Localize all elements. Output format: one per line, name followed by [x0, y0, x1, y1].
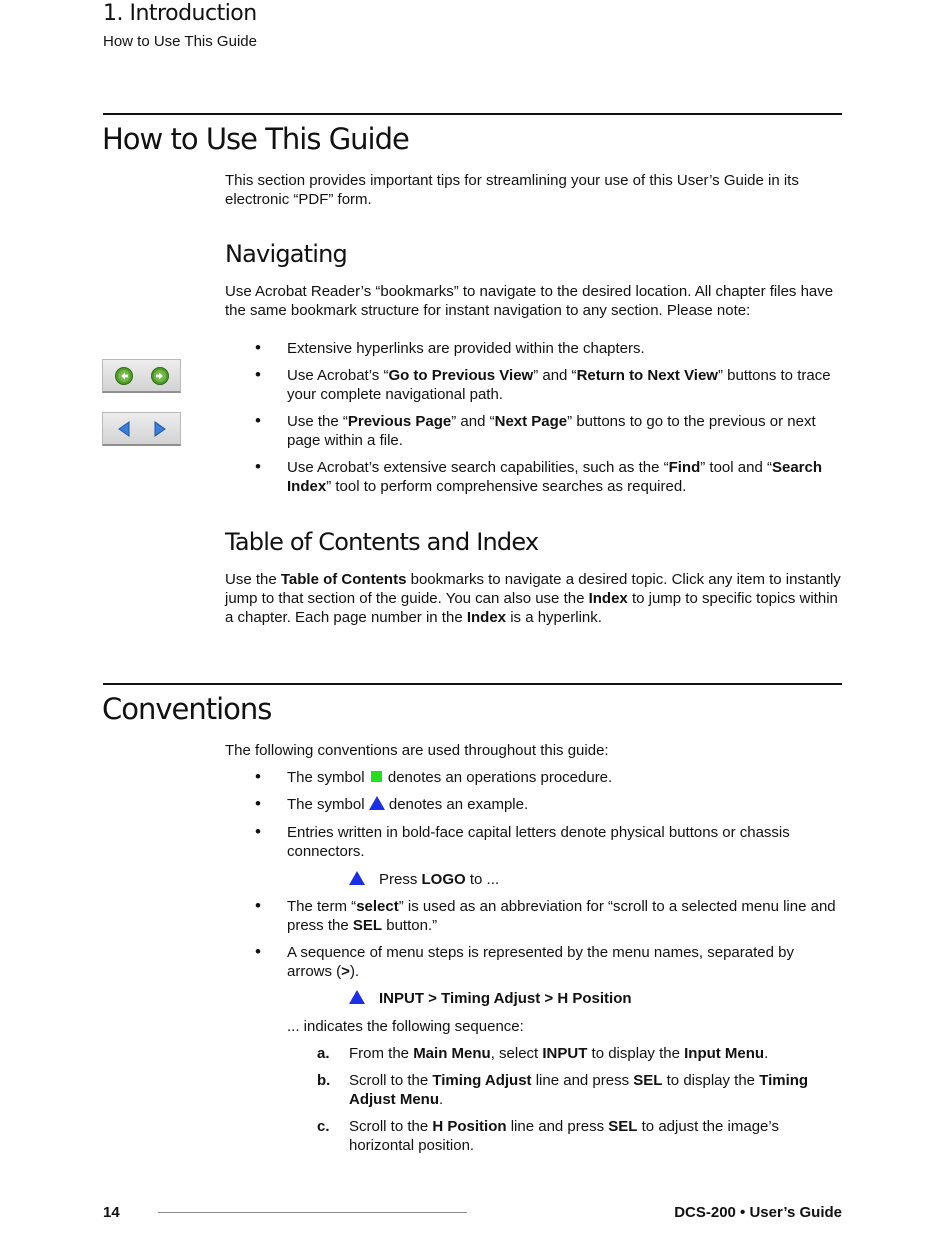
sequence-intro-text: ... indicates the following sequence:	[287, 1018, 524, 1035]
bullet-icon: •	[255, 457, 261, 476]
example-line: INPUT > Timing Adjust > H Position	[349, 989, 849, 1008]
page-navigation-svg	[103, 413, 180, 444]
navigating-intro-text: Use Acrobat Reader’s “bookmarks” to navigate to the desired location. All chapter files have the same bookmark structure for instant navigation to any section. Please note:	[225, 283, 834, 319]
go-to-previous-view-icon	[116, 368, 133, 385]
bullet-icon: •	[255, 365, 261, 384]
bullet-icon: •	[255, 794, 261, 813]
navigating-heading: Navigating	[225, 240, 347, 268]
footer-doc-title: DCS-200 • User’s Guide	[674, 1204, 842, 1221]
page-number: 14	[103, 1204, 120, 1221]
view-navigation-buttons	[102, 359, 181, 393]
list-item-text: The symbol denotes an example.	[287, 796, 529, 813]
step-text: Scroll to the Timing Adjust line and press SEL to display the Timing Adjust Menu.	[349, 1072, 809, 1108]
step-letter: c.	[317, 1118, 330, 1135]
bullet-icon: •	[255, 896, 261, 915]
list-item-text: The symbol denotes an operations procedure.	[287, 769, 613, 786]
list-item-text: The term “select” is used as an abbreviation for “scroll to a selected menu line and press the SEL button.”	[287, 898, 836, 934]
footer-divider	[158, 1212, 467, 1213]
bullet-icon: •	[255, 767, 261, 786]
section-heading-conventions: Conventions	[102, 692, 272, 726]
step-text: Scroll to the H Position line and press SEL to adjust the image’s horizontal position.	[349, 1118, 779, 1154]
list-item-text: Extensive hyperlinks are provided within the chapters.	[287, 340, 645, 357]
section-divider	[103, 113, 842, 115]
bullet-icon: •	[255, 338, 261, 357]
list-item-text: A sequence of menu steps is represented by the menu names, separated by arrows (>).	[287, 944, 794, 980]
return-to-next-view-icon	[152, 368, 169, 385]
chapter-title: 1. Introduction	[103, 1, 257, 26]
bullet-icon: •	[255, 411, 261, 430]
next-page-icon	[155, 422, 165, 436]
list-item-text: Use the “Previous Page” and “Next Page” buttons to go to the previous or next page within a file.	[287, 413, 816, 449]
list-item-text: Entries written in bold-face capital letters denote physical buttons or chassis connectors.	[287, 824, 790, 860]
chapter-subtitle: How to Use This Guide	[103, 33, 257, 50]
previous-page-icon	[119, 422, 129, 436]
page-navigation-buttons	[102, 412, 181, 446]
toc-heading: Table of Contents and Index	[225, 528, 539, 556]
example-symbol-icon	[349, 871, 365, 885]
step-letter: a.	[317, 1045, 330, 1062]
conventions-intro-text: The following conventions are used throughout this guide:	[225, 742, 609, 759]
bullet-icon: •	[255, 942, 261, 961]
list-item-text: Use Acrobat’s extensive search capabilities, such as the “Find” tool and “Search Index” tool to perform comprehensive searches as required.	[287, 459, 823, 495]
bullet-icon: •	[255, 822, 261, 841]
example-symbol-icon	[369, 796, 385, 810]
example-line: Press LOGO to ...	[349, 870, 849, 889]
toc-text: Use the Table of Contents bookmarks to navigate a desired topic. Click any item to instantly jump to that section of the guide. You can also use the Index to jump to specific topics within a chapter. Each page number in the Index is a hyperlink.	[225, 571, 841, 626]
guide-intro-text: This section provides important tips for streamlining your use of this User’s Guide in its electronic “PDF” form.	[225, 172, 799, 208]
section-heading-guide: How to Use This Guide	[102, 122, 409, 156]
example-symbol-icon	[349, 990, 365, 1004]
list-item-text: Use Acrobat’s “Go to Previous View” and “Return to Next View” buttons to trace your complete navigational path.	[287, 367, 831, 403]
section-divider	[103, 683, 842, 685]
step-text: From the Main Menu, select INPUT to display the Input Menu.	[349, 1045, 769, 1062]
view-navigation-svg	[103, 360, 180, 391]
step-letter: b.	[317, 1072, 331, 1089]
procedure-symbol-icon	[371, 771, 382, 782]
